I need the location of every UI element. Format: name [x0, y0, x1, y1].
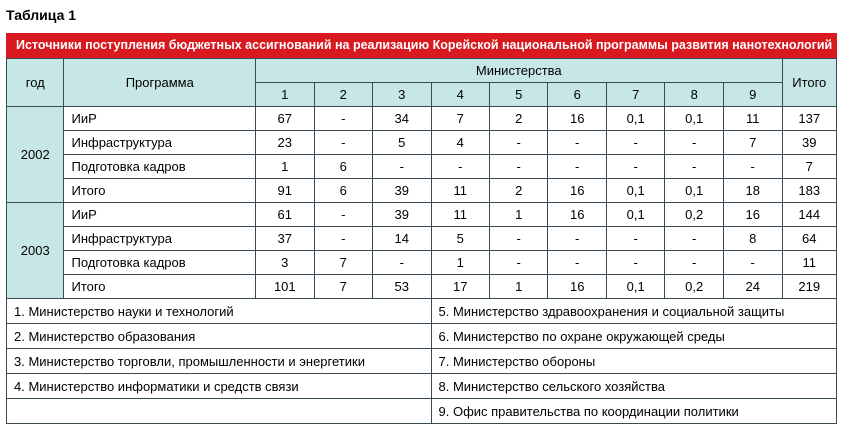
ministry-number: 6	[548, 83, 606, 107]
value-cell: -	[314, 131, 372, 155]
value-cell: 91	[256, 179, 314, 203]
value-cell: 11	[431, 203, 489, 227]
table-row	[7, 179, 837, 203]
value-cell: 0,1	[606, 203, 664, 227]
ministry-number: 3	[373, 83, 431, 107]
value-cell: 1	[489, 275, 547, 299]
footnote-right: 6. Министерство по охране окружающей среды	[431, 324, 837, 349]
value-cell: -	[489, 251, 547, 275]
header-total: Итого	[782, 59, 836, 107]
ministry-number: 4	[431, 83, 489, 107]
value-cell: -	[314, 227, 372, 251]
value-cell: 1	[431, 251, 489, 275]
program-cell: ИиР	[64, 107, 256, 131]
value-cell: 0,1	[606, 107, 664, 131]
budget-table	[6, 58, 837, 424]
value-cell: -	[548, 155, 606, 179]
value-cell: -	[373, 251, 431, 275]
value-cell: -	[548, 251, 606, 275]
value-cell: -	[665, 227, 723, 251]
total-cell: 39	[782, 131, 836, 155]
value-cell: 0,1	[665, 179, 723, 203]
value-cell: 1	[256, 155, 314, 179]
value-cell: 11	[723, 107, 782, 131]
value-cell: -	[665, 251, 723, 275]
program-cell: Инфраструктура	[64, 131, 256, 155]
value-cell: 16	[548, 275, 606, 299]
value-cell: 2	[489, 107, 547, 131]
total-cell: 137	[782, 107, 836, 131]
value-cell: 14	[373, 227, 431, 251]
footnote-right: 9. Офис правительства по координации политики	[431, 399, 837, 424]
header-year: год	[7, 59, 64, 107]
value-cell: 5	[373, 131, 431, 155]
value-cell: -	[665, 131, 723, 155]
value-cell: -	[314, 203, 372, 227]
value-cell: 0,2	[665, 203, 723, 227]
value-cell: 16	[548, 203, 606, 227]
value-cell: -	[606, 155, 664, 179]
value-cell: 0,1	[606, 275, 664, 299]
value-cell: 6	[314, 155, 372, 179]
value-cell: 7	[314, 275, 372, 299]
value-cell: 17	[431, 275, 489, 299]
program-cell: Итого	[64, 179, 256, 203]
value-cell: 2	[489, 179, 547, 203]
total-cell: 183	[782, 179, 836, 203]
footnote-left	[7, 399, 432, 424]
footnotes	[7, 299, 837, 424]
value-cell: 18	[723, 179, 782, 203]
footnote-row	[7, 399, 837, 424]
value-cell: 24	[723, 275, 782, 299]
program-cell: ИиР	[64, 203, 256, 227]
table-row	[7, 227, 837, 251]
table-row	[7, 275, 837, 299]
footnote-row	[7, 324, 837, 349]
value-cell: -	[606, 227, 664, 251]
total-cell: 7	[782, 155, 836, 179]
value-cell: 7	[431, 107, 489, 131]
footnote-left: 4. Министерство информатики и средств связи	[7, 374, 432, 399]
table-row	[7, 131, 837, 155]
value-cell: 53	[373, 275, 431, 299]
value-cell: -	[548, 131, 606, 155]
value-cell: 7	[314, 251, 372, 275]
total-cell: 11	[782, 251, 836, 275]
table-row	[7, 251, 837, 275]
value-cell: -	[489, 155, 547, 179]
value-cell: -	[665, 155, 723, 179]
value-cell: 0,2	[665, 275, 723, 299]
value-cell: -	[431, 155, 489, 179]
value-cell: 0,1	[665, 107, 723, 131]
value-cell: 67	[256, 107, 314, 131]
footnote-right: 7. Министерство обороны	[431, 349, 837, 374]
value-cell: -	[606, 131, 664, 155]
value-cell: 39	[373, 179, 431, 203]
value-cell: 6	[314, 179, 372, 203]
footnote-row	[7, 349, 837, 374]
ministry-number: 5	[489, 83, 547, 107]
value-cell: -	[723, 251, 782, 275]
header-ministries: Министерства	[256, 59, 782, 83]
value-cell: -	[723, 155, 782, 179]
table-row	[7, 203, 837, 227]
total-cell: 64	[782, 227, 836, 251]
value-cell: 16	[548, 179, 606, 203]
value-cell: 5	[431, 227, 489, 251]
ministry-number: 9	[723, 83, 782, 107]
value-cell: 39	[373, 203, 431, 227]
program-cell: Подготовка кадров	[64, 155, 256, 179]
value-cell: 23	[256, 131, 314, 155]
header-program: Программа	[64, 59, 256, 107]
table-row	[7, 107, 837, 131]
value-cell: 11	[431, 179, 489, 203]
footnote-right: 8. Министерство сельского хозяйства	[431, 374, 837, 399]
table-row	[7, 155, 837, 179]
year-cell: 2002	[7, 107, 64, 203]
footnote-row	[7, 299, 837, 324]
value-cell: -	[606, 251, 664, 275]
ministry-number: 2	[314, 83, 372, 107]
value-cell: 16	[723, 203, 782, 227]
table-caption: Таблица 1	[6, 7, 77, 23]
year-cell: 2003	[7, 203, 64, 299]
total-cell: 219	[782, 275, 836, 299]
footnote-row	[7, 374, 837, 399]
value-cell: 37	[256, 227, 314, 251]
ministry-number: 8	[665, 83, 723, 107]
value-cell: -	[548, 227, 606, 251]
value-cell: -	[489, 131, 547, 155]
footnote-left: 1. Министерство науки и технологий	[7, 299, 432, 324]
value-cell: -	[373, 155, 431, 179]
table-body	[7, 107, 837, 299]
footnote-left: 3. Министерство торговли, промышленности и энергетики	[7, 349, 432, 374]
value-cell: 4	[431, 131, 489, 155]
program-cell: Итого	[64, 275, 256, 299]
ministry-number: 1	[256, 83, 314, 107]
value-cell: 8	[723, 227, 782, 251]
footnote-left: 2. Министерство образования	[7, 324, 432, 349]
value-cell: 34	[373, 107, 431, 131]
program-cell: Подготовка кадров	[64, 251, 256, 275]
table-title: Источники поступления бюджетных ассигнований на реализацию Корейской национальной программы развития нанотехнологий	[6, 33, 837, 58]
footnote-right: 5. Министерство здравоохранения и социальной защиты	[431, 299, 837, 324]
value-cell: 7	[723, 131, 782, 155]
ministry-number: 7	[606, 83, 664, 107]
value-cell: 1	[489, 203, 547, 227]
value-cell: 16	[548, 107, 606, 131]
value-cell: 101	[256, 275, 314, 299]
value-cell: 61	[256, 203, 314, 227]
value-cell: 3	[256, 251, 314, 275]
total-cell: 144	[782, 203, 836, 227]
value-cell: 0,1	[606, 179, 664, 203]
value-cell: -	[489, 227, 547, 251]
program-cell: Инфраструктура	[64, 227, 256, 251]
value-cell: -	[314, 107, 372, 131]
